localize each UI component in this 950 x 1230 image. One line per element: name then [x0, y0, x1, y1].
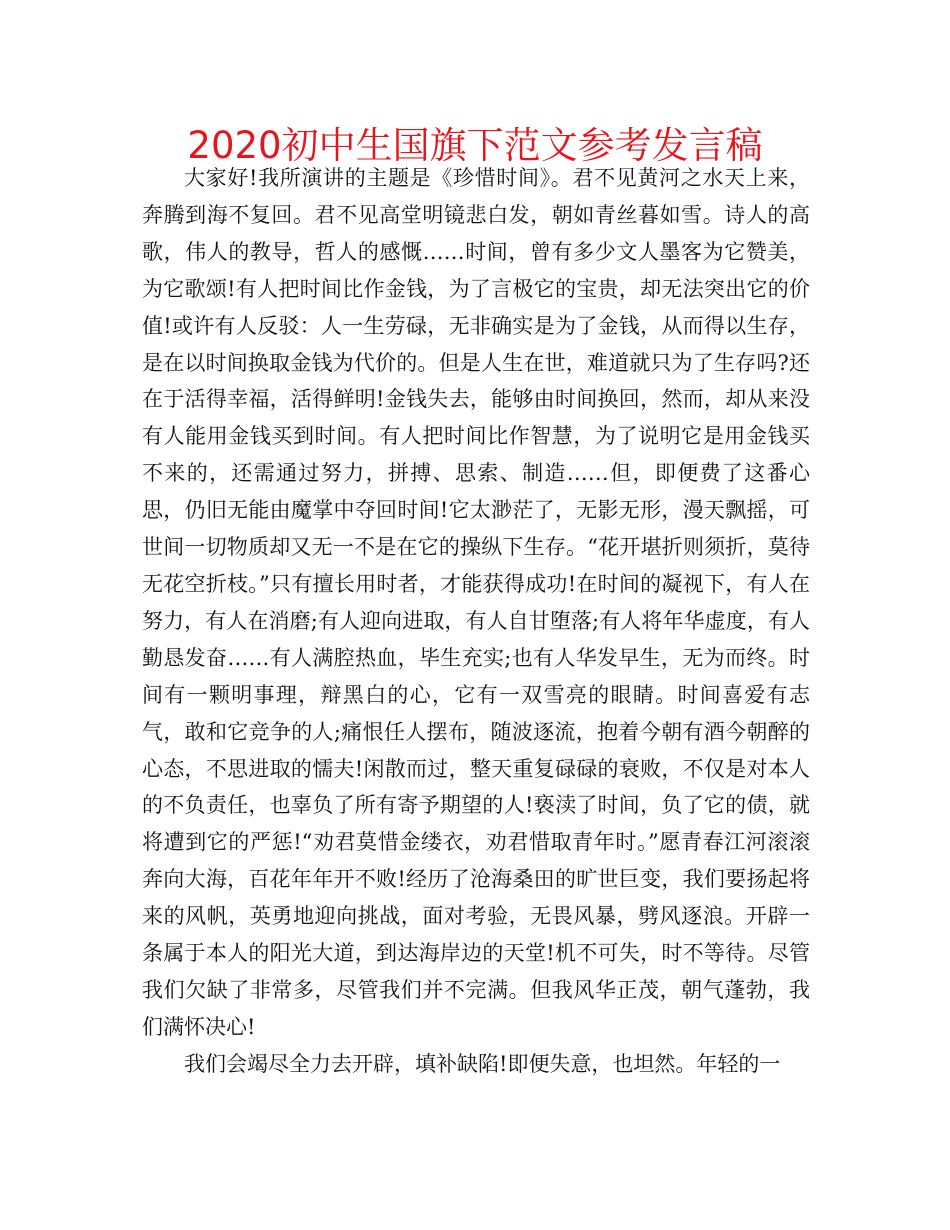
paragraph: 大家好!我所演讲的主题是《珍惜时间》。君不见黄河之水天上来，奔腾到海不复回。君不见高堂明镜悲白发，朝如青丝暮如雪。诗人的高歌，伟人的教导，哲人的感慨……时间，曾有多少文人墨客为它赞美，为它歌颂!有人把时间比作金钱，为了言极它的宝贵，却无法突出它的价值!或许有人反驳：人一生劳碌，无非确实是为了金钱，从而得以生存，是在以时间换取金钱为代价的。但是人生在世，难道就只为了生存吗?还在于活得幸福，活得鲜明!金钱失去，能够由时间换回，然而，却从来没有人能用金钱买到时间。有人把时间比作智慧，为了说明它是用金钱买不来的，还需通过努力，拼搏、思索、制造……但，即便费了这番心思，仍旧无能由魔掌中夺回时间!它太渺茫了，无影无形，漫天飘摇，可世间一切物质却又无一不是在它的操纵下生存。“花开堪折则须折，莫待无花空折枝。”只有擅长用时者，才能获得成功!在时间的凝视下，有人在努力，有人在消磨;有人迎向进取，有人自甘堕落;有人将年华虚度，有人勤恳发奋……有人满腔热血，毕生充实;也有人华发早生，无为而终。时间有一颗明事理，辩黑白的心，它有一双雪亮的眼睛。时间喜爱有志气，敢和它竞争的人;痛恨任人摆布，随波逐流，抱着今朝有酒今朝醉的心态，不思进取的懦夫!闲散而过，整天重复碌碌的衰败，不仅是对本人的不负责任，也辜负了所有寄予期望的人!亵渎了时间，负了它的债，就将遭到它的严惩!“劝君莫惜金缕衣，劝君惜取青年时。”愿青春江河滚滚奔向大海，百花年年开不败!经历了沧海桑田的旷世巨变，我们要扬起将来的风帆，英勇地迎向挑战，面对考验，无畏风暴，劈风逐浪。开辟一条属于本人的阳光大道，到达海岸边的天堂!机不可失，时不等待。尽管我们欠缺了非常多，尽管我们并不完满。但我风华正茂，朝气蓬勃，我们满怀决心! — [142, 166, 810, 1039]
document-title: 2020初中生国旗下范文参考发言稿 — [187, 124, 763, 167]
paragraph: 我们会竭尽全力去开辟，填补缺陷!即便失意，也坦然。年轻的一 — [184, 1051, 781, 1076]
document-body — [142, 160, 810, 1083]
